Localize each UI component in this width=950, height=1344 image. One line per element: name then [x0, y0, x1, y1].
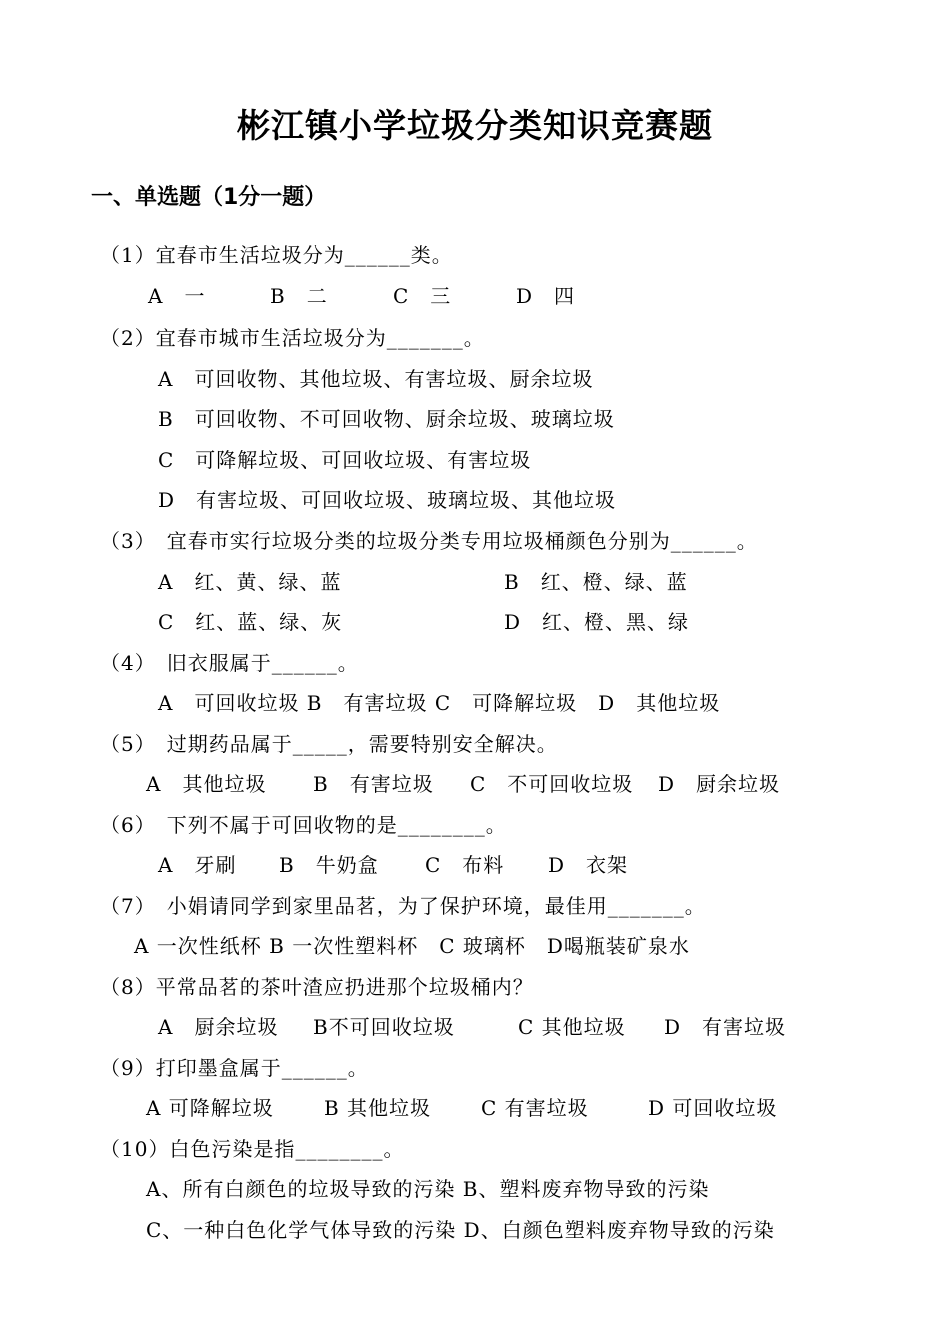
question-8-option-d: D 有害垃圾	[664, 1015, 787, 1039]
question-6-option-a: A 牙刷	[158, 853, 237, 877]
question-2-option-d: D 有害垃圾、可回收垃圾、玻璃垃圾、其他垃圾	[158, 488, 617, 512]
question-6-option-c: C 布料	[425, 853, 505, 877]
question-9-stem: （9）打印墨盒属于______。	[100, 1056, 369, 1080]
question-4-stem: （4） 旧衣服属于______。	[100, 651, 359, 675]
question-1-option-d: D 四	[516, 284, 576, 308]
question-7-stem: （7） 小娟请同学到家里品茗，为了保护环境，最佳用_______。	[100, 894, 706, 918]
question-6-option-d: D 衣架	[548, 853, 629, 877]
question-1-option-b: B 二	[270, 284, 328, 308]
question-8-option-a: A 厨余垃圾	[158, 1015, 279, 1039]
question-8-option-c: C 其他垃圾	[518, 1015, 626, 1039]
question-1-option-a: A 一	[148, 284, 206, 308]
question-2-option-b: B 可回收物、不可回收物、厨余垃圾、玻璃垃圾	[158, 407, 615, 431]
page-title: 彬江镇小学垃圾分类知识竞赛题	[237, 106, 713, 145]
question-4-options: A 可回收垃圾 B 有害垃圾 C 可降解垃圾 D 其他垃圾	[158, 691, 721, 715]
question-2-option-c: C 可降解垃圾、可回收垃圾、有害垃圾	[158, 448, 532, 472]
question-10-options-ab: A、所有白颜色的垃圾导致的污染 B、塑料废弃物导致的污染	[146, 1177, 710, 1201]
question-5-option-c: C 不可回收垃圾	[470, 772, 634, 796]
question-3-stem: （3） 宜春市实行垃圾分类的垃圾分类专用垃圾桶颜色分别为______。	[100, 529, 758, 553]
question-3-option-a: A 红、黄、绿、蓝	[158, 570, 342, 594]
question-9-option-d: D 可回收垃圾	[648, 1096, 778, 1120]
question-9-option-a: A 可降解垃圾	[146, 1096, 274, 1120]
question-1-option-c: C 三	[393, 284, 452, 308]
question-10-options-cd: C、一种白色化学气体导致的污染 D、白颜色塑料废弃物导致的污染	[146, 1218, 775, 1242]
question-5-option-d: D 厨余垃圾	[658, 772, 781, 796]
question-9-option-c: C 有害垃圾	[481, 1096, 589, 1120]
question-5-stem: （5） 过期药品属于_____，需要特别安全解决。	[100, 732, 558, 756]
question-1-stem: （1）宜春市生活垃圾分为______类。	[100, 243, 453, 267]
question-2-stem: （2）宜春市城市生活垃圾分为_______。	[100, 326, 485, 350]
question-8-option-b: B不可回收垃圾	[313, 1015, 455, 1039]
question-3-option-c: C 红、蓝、绿、灰	[158, 610, 343, 634]
section-heading-single-choice: 一、单选题（1分一题）	[91, 185, 327, 210]
question-9-option-b: B 其他垃圾	[324, 1096, 432, 1120]
question-2-option-a: A 可回收物、其他垃圾、有害垃圾、厨余垃圾	[158, 367, 594, 391]
question-7-options: A 一次性纸杯 B 一次性塑料杯 C 玻璃杯 D喝瓶装矿泉水	[134, 934, 690, 958]
question-5-option-a: A 其他垃圾	[146, 772, 267, 796]
question-3-option-d: D 红、橙、黑、绿	[504, 610, 690, 634]
question-6-stem: （6） 下列不属于可回收物的是________。	[100, 813, 507, 837]
question-8-stem: （8）平常品茗的茶叶渣应扔进那个垃圾桶内？	[100, 975, 534, 999]
question-10-stem: （10）白色污染是指________。	[100, 1137, 405, 1161]
question-5-option-b: B 有害垃圾	[313, 772, 434, 796]
question-6-option-b: B 牛奶盒	[279, 853, 379, 877]
question-3-option-b: B 红、橙、绿、蓝	[504, 570, 688, 594]
